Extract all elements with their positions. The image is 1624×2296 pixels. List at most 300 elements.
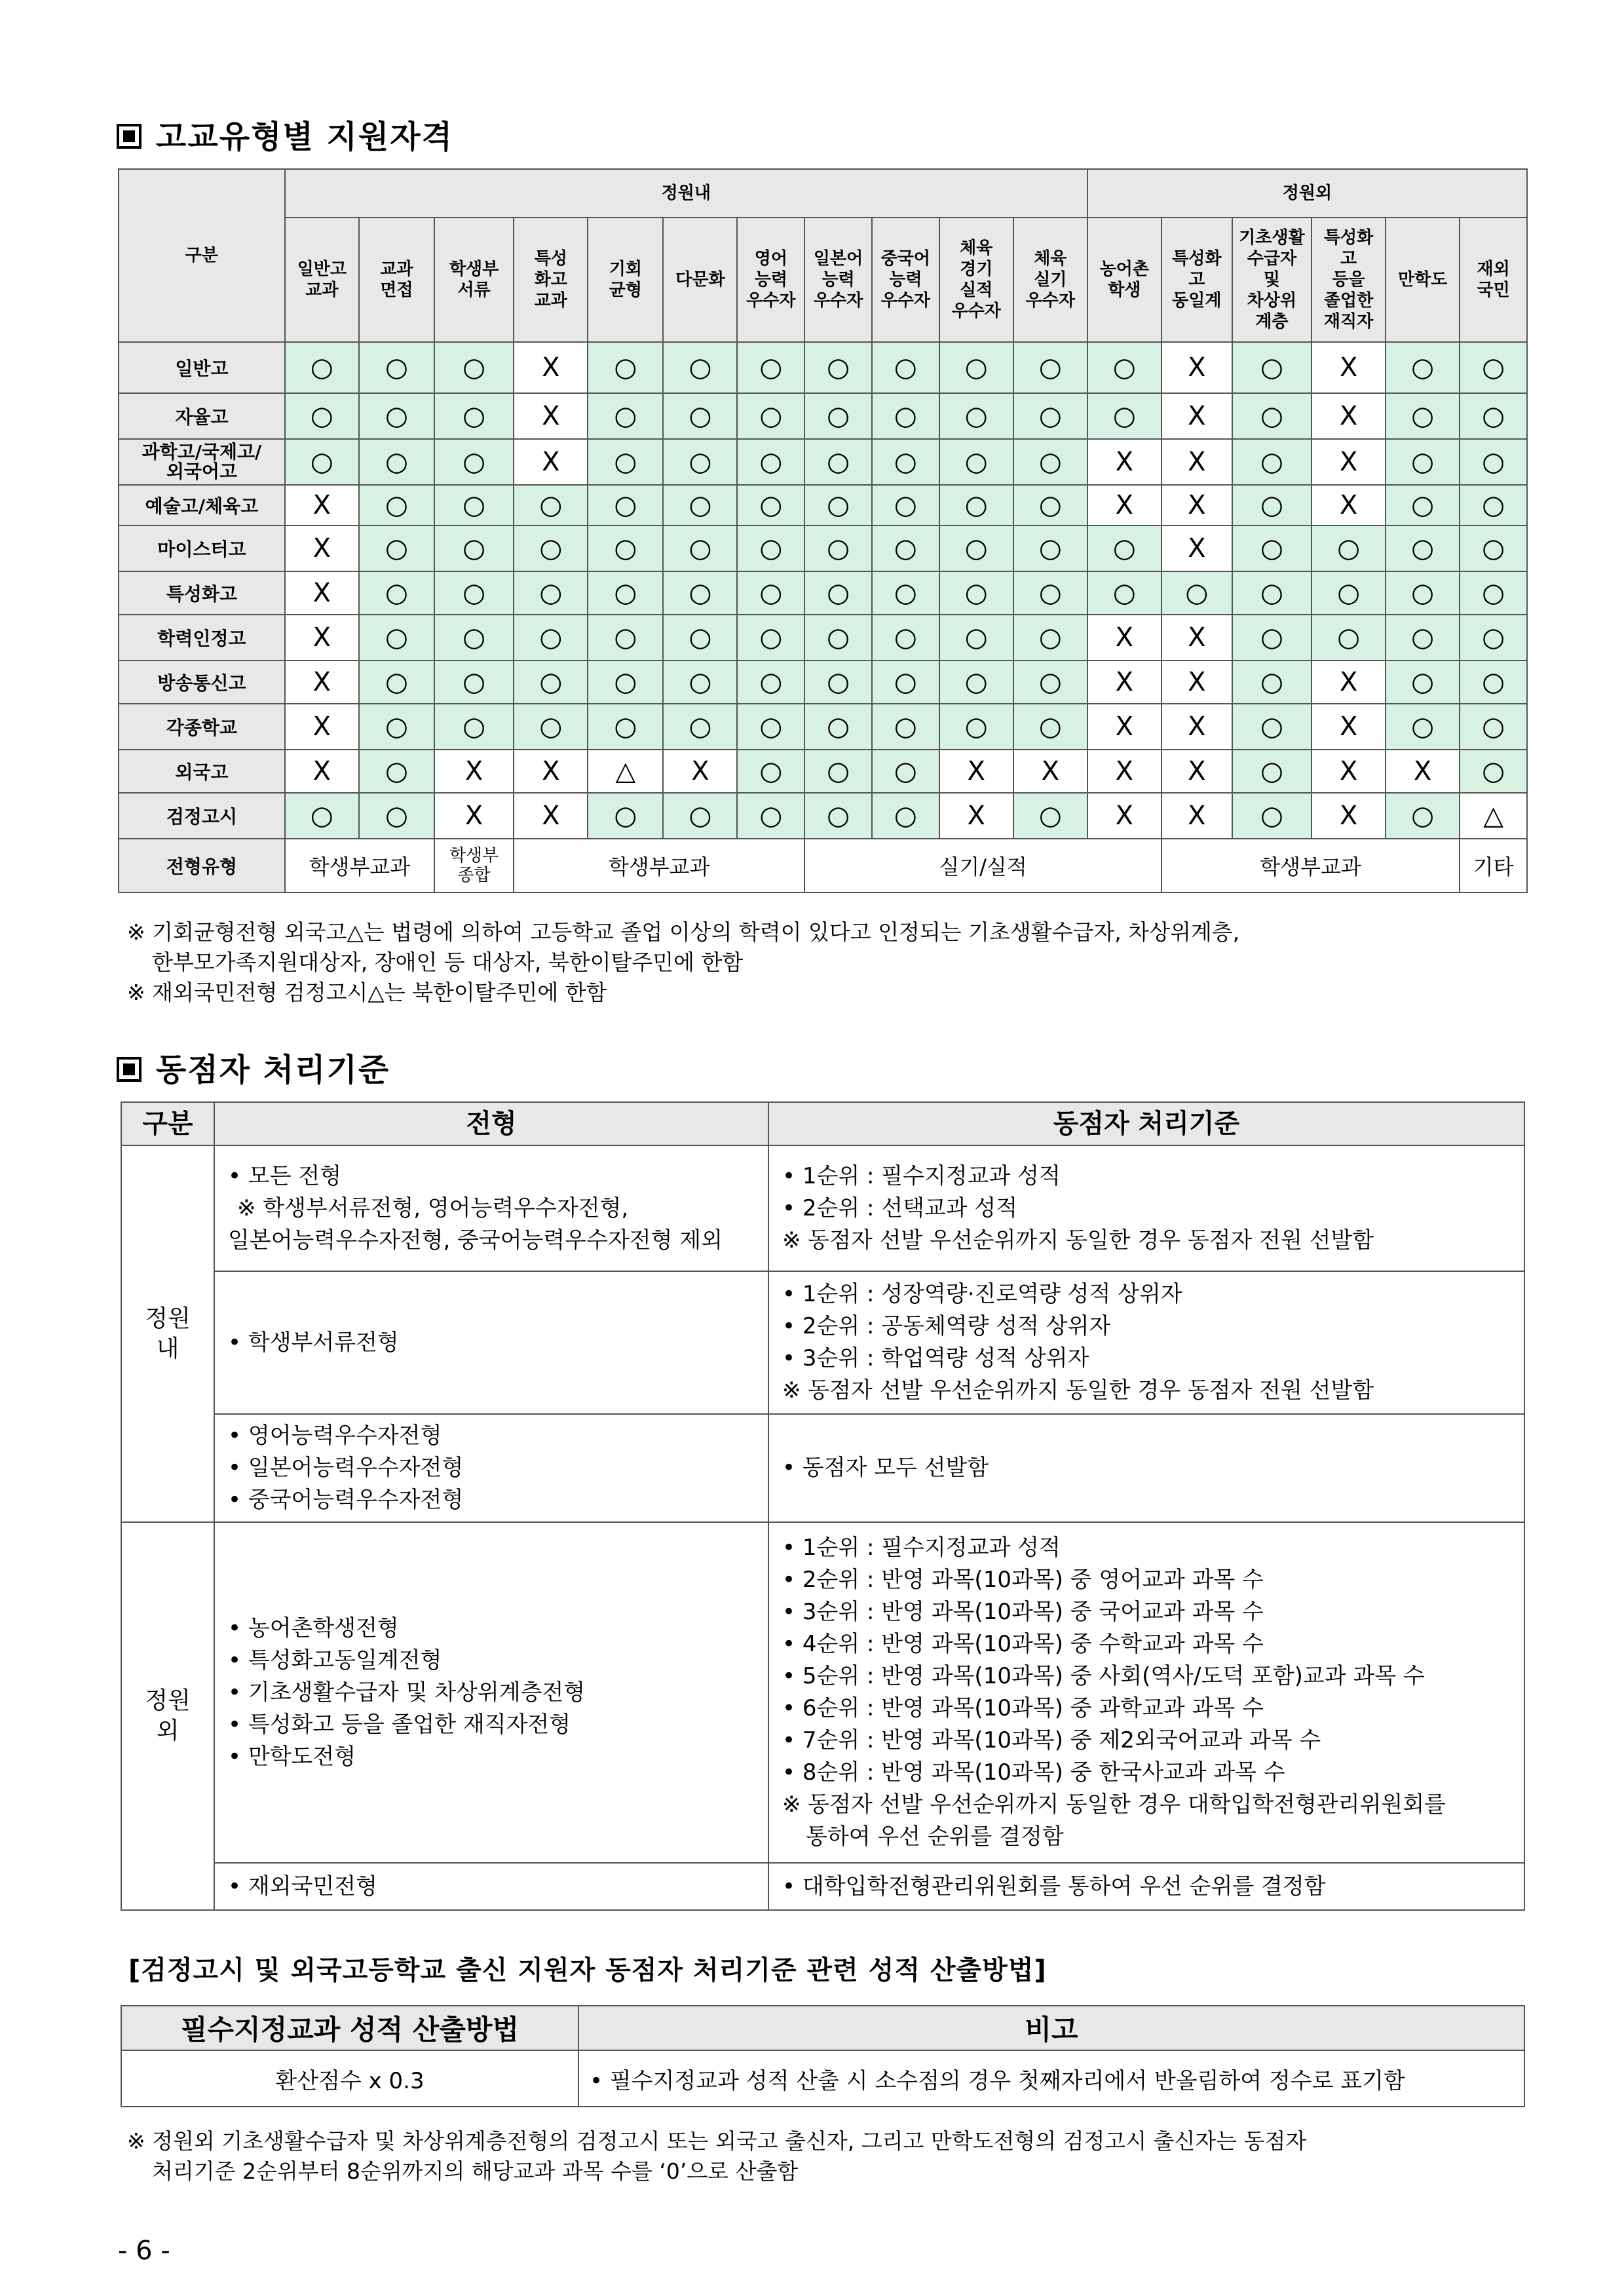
row-label	[119, 393, 285, 439]
line-text: • 3순위 : 학업역량 성적 상위자	[782, 1345, 1089, 1371]
eligibility-notes	[127, 917, 1239, 1008]
group-label	[121, 1145, 214, 1522]
eligibility-cell: ○	[514, 485, 588, 526]
column-header	[359, 218, 434, 342]
line-text: 학생부교과	[1260, 854, 1361, 879]
eligibility-cell: ○	[804, 342, 872, 393]
line-text: 학생	[1108, 280, 1141, 300]
line-text: 통하여 우선 순위를 결정함	[806, 1824, 1064, 1850]
line-text: 농어촌	[1099, 259, 1150, 279]
line-text: 및	[1263, 270, 1280, 290]
line-text: 마이스터고	[157, 539, 246, 560]
eligibility-cell: X	[285, 704, 359, 750]
eligibility-cell: ○	[434, 439, 514, 485]
eligibility-cell: ○	[1386, 615, 1460, 660]
eligibility-cell: ○	[663, 615, 737, 660]
eligibility-cell: ○	[939, 704, 1013, 750]
eligibility-cell: ○	[588, 393, 663, 439]
eligibility-cell: ○	[588, 485, 663, 526]
eligibility-cell: X	[1087, 439, 1161, 485]
line-text: 수급자	[1247, 249, 1297, 269]
line-text: 고	[1340, 249, 1357, 269]
type-group	[285, 839, 434, 892]
line-text: • 동점자 모두 선발함	[782, 1455, 989, 1481]
type-group	[804, 839, 1161, 892]
eligibility-cell: ○	[872, 485, 939, 526]
column-header	[939, 218, 1013, 342]
eligibility-cell: ○	[1013, 526, 1087, 571]
header-gubun: 구분	[119, 169, 285, 342]
eligibility-cell: ○	[588, 615, 663, 660]
row-label	[119, 342, 285, 393]
eligibility-cell: X	[1312, 342, 1386, 393]
eligibility-cell: X	[285, 485, 359, 526]
eligibility-cell: ○	[804, 793, 872, 839]
filled-square-icon	[117, 124, 142, 149]
eligibility-cell: ○	[1013, 615, 1087, 660]
eligibility-cell: ○	[804, 571, 872, 615]
line-text: 일본어	[813, 249, 863, 269]
eligibility-cell: X	[1312, 485, 1386, 526]
eligibility-cell: X	[1312, 439, 1386, 485]
eligibility-cell: ○	[737, 660, 804, 704]
eligibility-cell: ○	[804, 439, 872, 485]
line-text: 교과	[305, 280, 339, 300]
eligibility-cell: ○	[1013, 485, 1087, 526]
table-row	[121, 1271, 1524, 1414]
type-group	[434, 839, 514, 892]
eligibility-cell: X	[285, 571, 359, 615]
eligibility-cell: ○	[1460, 439, 1527, 485]
column-header	[1013, 218, 1087, 342]
eligibility-cell: X	[1087, 660, 1161, 704]
eligibility-cell: ○	[1232, 750, 1312, 793]
line-text: ※ 동점자 선발 우선순위까지 동일한 경우 동점자 전원 선발함	[782, 1227, 1374, 1253]
eligibility-cell: ○	[359, 393, 434, 439]
eligibility-cell: ○	[434, 571, 514, 615]
eligibility-cell: ○	[434, 704, 514, 750]
jeonhyeong-cell	[214, 1414, 768, 1522]
line-text: 외	[156, 1717, 179, 1744]
line-text: • 2순위 : 공동체역량 성적 상위자	[782, 1313, 1111, 1339]
line-text: 동일계	[1172, 291, 1222, 311]
column-header	[285, 218, 359, 342]
eligibility-cell: X	[1087, 750, 1161, 793]
method-value: 환산점수 x 0.3	[121, 2050, 578, 2107]
eligibility-cell: △	[1460, 793, 1527, 839]
eligibility-cell: ○	[1312, 571, 1386, 615]
line-text: • 기초생활수급자 및 차상위계층전형	[228, 1679, 586, 1706]
line-text: 정원	[145, 1305, 191, 1332]
eligibility-cell: ○	[872, 526, 939, 571]
eligibility-cell: ○	[663, 704, 737, 750]
eligibility-cell: X	[1161, 526, 1232, 571]
criteria-cell	[768, 1271, 1524, 1414]
eligibility-cell: ○	[1386, 526, 1460, 571]
line-text: 특성	[534, 249, 567, 269]
eligibility-cell: X	[514, 439, 588, 485]
line-text: 능력	[754, 270, 787, 290]
eligibility-cell: ○	[1232, 485, 1312, 526]
eligibility-cell: ○	[434, 485, 514, 526]
line-text: 기회	[609, 259, 642, 279]
eligibility-cell: ○	[1232, 571, 1312, 615]
line-text: 우수자	[1025, 291, 1075, 311]
eligibility-cell: X	[1161, 660, 1232, 704]
line-text: ※ 동점자 선발 우선순위까지 동일한 경우 대학입학전형관리위원회를	[782, 1791, 1446, 1818]
eligibility-cell: △	[588, 750, 663, 793]
column-header	[1312, 218, 1386, 342]
eligibility-cell: ○	[285, 342, 359, 393]
eligibility-cell: X	[285, 750, 359, 793]
type-group	[514, 839, 804, 892]
score-method-table	[121, 2005, 1525, 2107]
line-text: • 특성화고동일계전형	[228, 1647, 442, 1674]
eligibility-cell: ○	[359, 750, 434, 793]
eligibility-cell: ○	[737, 485, 804, 526]
line-text: 체육	[960, 239, 993, 258]
table-row	[119, 704, 1527, 750]
row-label: 전형유형	[119, 839, 285, 892]
line-text: 체육	[1034, 249, 1067, 269]
eligibility-cell: X	[1161, 615, 1232, 660]
eligibility-cell: ○	[872, 342, 939, 393]
line-text: • 특성화고 등을 졸업한 재직자전형	[228, 1711, 571, 1738]
eligibility-cell: ○	[514, 704, 588, 750]
eligibility-cell: ○	[939, 660, 1013, 704]
row-label	[119, 660, 285, 704]
table-row	[121, 1522, 1524, 1863]
line-text: 실기/실적	[939, 854, 1027, 879]
line-text: 내	[156, 1335, 179, 1362]
eligibility-cell: ○	[804, 704, 872, 750]
line-text: 고	[1188, 270, 1205, 290]
eligibility-cell: ○	[804, 750, 872, 793]
eligibility-cell: ○	[1386, 571, 1460, 615]
jeonhyeong-cell	[214, 1522, 768, 1863]
eligibility-cell: ○	[1013, 704, 1087, 750]
line-text: 우수자	[746, 291, 796, 311]
line-text: 영어	[754, 249, 787, 269]
eligibility-cell: ○	[1232, 393, 1312, 439]
eligibility-cell: ○	[1386, 393, 1460, 439]
line-text: 실적	[960, 280, 993, 300]
line-text: • 4순위 : 반영 과목(10과목) 중 수학교과 과목 수	[782, 1631, 1264, 1657]
eligibility-cell: ○	[514, 571, 588, 615]
eligibility-cell: ○	[359, 660, 434, 704]
line-text: 학생부	[449, 846, 499, 866]
line-text: 일반고	[297, 259, 347, 279]
row-label	[119, 526, 285, 571]
eligibility-cell: ○	[434, 615, 514, 660]
eligibility-cell: ○	[1013, 439, 1087, 485]
eligibility-cell: ○	[1232, 342, 1312, 393]
eligibility-cell: ○	[359, 704, 434, 750]
line-text: • 영어능력우수자전형	[228, 1423, 442, 1449]
eligibility-cell: ○	[1013, 793, 1087, 839]
line-text: 면접	[380, 280, 413, 300]
eligibility-cell: ○	[939, 526, 1013, 571]
eligibility-cell: ○	[939, 393, 1013, 439]
line-text: • 재외국민전형	[228, 1873, 377, 1900]
header-method: 필수지정교과 성적 산출방법	[121, 2006, 578, 2050]
column-header	[663, 218, 737, 342]
line-text: • 8순위 : 반영 과목(10과목) 중 한국사교과 과목 수	[782, 1759, 1285, 1786]
line-text: 우수자	[813, 291, 863, 311]
eligibility-cell: ○	[939, 571, 1013, 615]
eligibility-cell: ○	[1460, 660, 1527, 704]
note-line: ※ 정원외 기초생활수급자 및 차상위계층전형의 검정고시 또는 외국고 출신자, 그리고 만학도전형의 검정고시 출신자는 동점자	[127, 2128, 1307, 2154]
tiebreak-table	[121, 1101, 1525, 1911]
eligibility-cell: ○	[1460, 571, 1527, 615]
line-text: 학력인정고	[157, 628, 246, 649]
eligibility-cell: ○	[872, 750, 939, 793]
eligibility-cell: ○	[359, 485, 434, 526]
line-text: 만학도	[1397, 270, 1448, 290]
eligibility-cell: ○	[1386, 793, 1460, 839]
eligibility-cell: ○	[1232, 793, 1312, 839]
eligibility-cell: ○	[737, 750, 804, 793]
line-text: 정원	[145, 1687, 191, 1714]
jeonhyeong-cell	[214, 1271, 768, 1414]
line-text: • 학생부서류전형	[228, 1329, 399, 1356]
column-header	[1386, 218, 1460, 342]
section2-title: 동점자 처리기준	[117, 1044, 390, 1090]
eligibility-cell: ○	[737, 571, 804, 615]
line-text: 실기	[1034, 270, 1067, 290]
eligibility-cell: ○	[588, 793, 663, 839]
row-label	[119, 571, 285, 615]
eligibility-cell: ○	[872, 704, 939, 750]
line-text: • 농어촌학생전형	[228, 1615, 399, 1641]
table-row	[119, 485, 1527, 526]
line-text: • 1순위 : 필수지정교과 성적	[782, 1535, 1061, 1561]
eligibility-cell: ○	[737, 439, 804, 485]
eligibility-cell: X	[1087, 793, 1161, 839]
eligibility-cell: ○	[1087, 393, 1161, 439]
table-row	[121, 1145, 1524, 1271]
line-text: 자율고	[175, 406, 229, 428]
eligibility-cell: ○	[514, 526, 588, 571]
table-row	[119, 615, 1527, 660]
eligibility-cell: ○	[1460, 485, 1527, 526]
eligibility-cell: ○	[1087, 571, 1161, 615]
eligibility-cell: ○	[588, 571, 663, 615]
line-text: • 모든 전형	[228, 1162, 342, 1189]
note-line: ※ 기회균형전형 외국고△는 법령에 의하여 고등학교 졸업 이상의 학력이 있다고 인정되는 기초생활수급자, 차상위계층,	[127, 919, 1240, 945]
line-text: • 대학입학전형관리위원회를 통하여 우선 순위를 결정함	[782, 1873, 1326, 1900]
header-gubun: 구분	[121, 1102, 214, 1145]
line-text: • 2순위 : 선택교과 성적	[782, 1195, 1018, 1221]
eligibility-cell: X	[1312, 393, 1386, 439]
line-text: 졸업한	[1323, 291, 1374, 311]
line-text: 종합	[457, 866, 491, 885]
table-row	[119, 342, 1527, 393]
line-text: • 1순위 : 필수지정교과 성적	[782, 1162, 1061, 1189]
line-text: ※ 학생부서류전형, 영어능력우수자전형,	[237, 1195, 629, 1221]
line-text: • 2순위 : 반영 과목(10과목) 중 영어교과 과목 수	[782, 1567, 1264, 1593]
eligibility-cell: ○	[872, 615, 939, 660]
eligibility-cell: ○	[434, 660, 514, 704]
column-header	[737, 218, 804, 342]
eligibility-cell: ○	[359, 439, 434, 485]
line-text: • 5순위 : 반영 과목(10과목) 중 사회(역사/도덕 포함)교과 과목 수	[782, 1663, 1425, 1689]
line-text: 교과	[534, 291, 567, 311]
eligibility-cell: ○	[737, 615, 804, 660]
eligibility-cell: X	[434, 750, 514, 793]
eligibility-cell: ○	[1161, 571, 1232, 615]
jeonhyeong-cell	[214, 1863, 768, 1910]
eligibility-table	[118, 168, 1528, 893]
line-text: 다문화	[675, 270, 725, 290]
line-text: 교과	[380, 259, 413, 279]
eligibility-cell: ○	[1386, 660, 1460, 704]
eligibility-cell: X	[514, 793, 588, 839]
eligibility-cell: ○	[663, 526, 737, 571]
eligibility-cell: X	[1087, 615, 1161, 660]
remark-value: • 필수지정교과 성적 산출 시 소수점의 경우 첫째자리에서 반올림하여 정수로 표기함	[578, 2050, 1524, 2107]
score-method-notes	[127, 2126, 1306, 2187]
table-row	[119, 793, 1527, 839]
line-text: 계층	[1255, 312, 1289, 332]
line-text: 재직자	[1323, 312, 1374, 332]
table-row	[119, 750, 1527, 793]
line-text: 각종학교	[166, 717, 238, 738]
eligibility-cell: ○	[514, 660, 588, 704]
eligibility-cell: ○	[737, 526, 804, 571]
eligibility-cell: ○	[663, 571, 737, 615]
eligibility-cell: X	[1161, 750, 1232, 793]
note-line: 한부모가족지원대상자, 장애인 등 대상자, 북한이탈주민에 한함	[152, 949, 744, 975]
line-text: 학생부교과	[608, 854, 710, 879]
eligibility-cell: ○	[939, 615, 1013, 660]
line-text: 차상위	[1247, 291, 1297, 311]
eligibility-cell: ○	[1386, 439, 1460, 485]
eligibility-cell: ○	[588, 660, 663, 704]
header-remark: 비고	[578, 2006, 1524, 2050]
eligibility-cell: ○	[359, 526, 434, 571]
line-text: 기초생활	[1239, 228, 1305, 248]
type-group	[1460, 839, 1527, 892]
eligibility-cell: ○	[588, 526, 663, 571]
eligibility-cell: ○	[1013, 660, 1087, 704]
section3-title: [검정고시 및 외국고등학교 출신 지원자 동점자 처리기준 관련 성적 산출방법]	[128, 1955, 1047, 1985]
criteria-cell	[768, 1414, 1524, 1522]
eligibility-cell: ○	[737, 793, 804, 839]
jeonhyeong-cell	[214, 1145, 768, 1271]
eligibility-cell: ○	[939, 485, 1013, 526]
eligibility-cell: ○	[285, 793, 359, 839]
eligibility-cell: X	[434, 793, 514, 839]
eligibility-cell: ○	[1232, 526, 1312, 571]
eligibility-cell: ○	[1460, 393, 1527, 439]
column-header	[588, 218, 663, 342]
table-row	[119, 439, 1527, 485]
eligibility-cell: ○	[359, 342, 434, 393]
group-label	[121, 1522, 214, 1910]
eligibility-cell: ○	[872, 439, 939, 485]
eligibility-cell: ○	[1232, 704, 1312, 750]
table-row	[119, 660, 1527, 704]
line-text: 국민	[1477, 280, 1510, 300]
note-line: 처리기준 2순위부터 8순위까지의 해당교과 과목 수를 ‘0’으로 산출함	[152, 2158, 799, 2184]
eligibility-cell: ○	[1460, 704, 1527, 750]
line-text: • 일본어능력우수자전형	[228, 1455, 464, 1481]
type-group	[1161, 839, 1460, 892]
eligibility-cell: ○	[737, 393, 804, 439]
eligibility-cell: ○	[804, 660, 872, 704]
eligibility-cell: ○	[663, 439, 737, 485]
eligibility-cell: ○	[588, 704, 663, 750]
line-text: • 중국어능력우수자전형	[228, 1487, 464, 1513]
criteria-cell	[768, 1863, 1524, 1910]
eligibility-cell: ○	[663, 793, 737, 839]
row-label	[119, 485, 285, 526]
eligibility-cell: X	[1161, 342, 1232, 393]
eligibility-cell: X	[1386, 750, 1460, 793]
line-text: • 3순위 : 반영 과목(10과목) 중 국어교과 과목 수	[782, 1599, 1264, 1625]
line-text: 특성화	[1323, 228, 1374, 248]
line-text: 일반고	[175, 358, 229, 379]
eligibility-cell: ○	[1013, 571, 1087, 615]
line-text: 화고	[534, 270, 567, 290]
eligibility-cell: ○	[804, 526, 872, 571]
line-text: 재외	[1477, 259, 1510, 279]
eligibility-cell: ○	[1460, 615, 1527, 660]
line-text: 일본어능력우수자전형, 중국어능력우수자전형 제외	[228, 1227, 723, 1253]
eligibility-cell: X	[939, 793, 1013, 839]
line-text: 예술고/체육고	[145, 495, 259, 517]
column-header	[1161, 218, 1232, 342]
eligibility-cell: ○	[514, 615, 588, 660]
type-row	[119, 839, 1527, 892]
eligibility-cell: ○	[1013, 342, 1087, 393]
row-label	[119, 750, 285, 793]
eligibility-cell: X	[514, 393, 588, 439]
row-label	[119, 793, 285, 839]
eligibility-cell: ○	[285, 393, 359, 439]
eligibility-cell: X	[514, 750, 588, 793]
header-criteria: 동점자 처리기준	[768, 1102, 1524, 1145]
row-label	[119, 439, 285, 485]
line-text: 외국고	[175, 761, 229, 783]
eligibility-cell: ○	[1087, 526, 1161, 571]
eligibility-cell: X	[1312, 793, 1386, 839]
line-text: 학생부	[449, 259, 499, 279]
column-header	[1232, 218, 1312, 342]
eligibility-cell: ○	[1386, 704, 1460, 750]
eligibility-cell: ○	[1013, 393, 1087, 439]
eligibility-cell: ○	[872, 571, 939, 615]
eligibility-cell: ○	[872, 793, 939, 839]
line-text: 학생부교과	[309, 854, 411, 879]
eligibility-cell: ○	[434, 526, 514, 571]
line-text: 서류	[457, 280, 491, 300]
line-text: 능력	[821, 270, 855, 290]
eligibility-cell: ○	[285, 439, 359, 485]
eligibility-cell: ○	[588, 439, 663, 485]
eligibility-cell: X	[939, 750, 1013, 793]
table-row	[121, 1863, 1524, 1910]
eligibility-cell: ○	[1232, 660, 1312, 704]
eligibility-cell: ○	[737, 704, 804, 750]
table-row	[119, 571, 1527, 615]
eligibility-cell: ○	[359, 615, 434, 660]
eligibility-cell: ○	[663, 485, 737, 526]
eligibility-cell: ○	[663, 660, 737, 704]
table-row	[119, 393, 1527, 439]
eligibility-cell: ○	[1460, 342, 1527, 393]
